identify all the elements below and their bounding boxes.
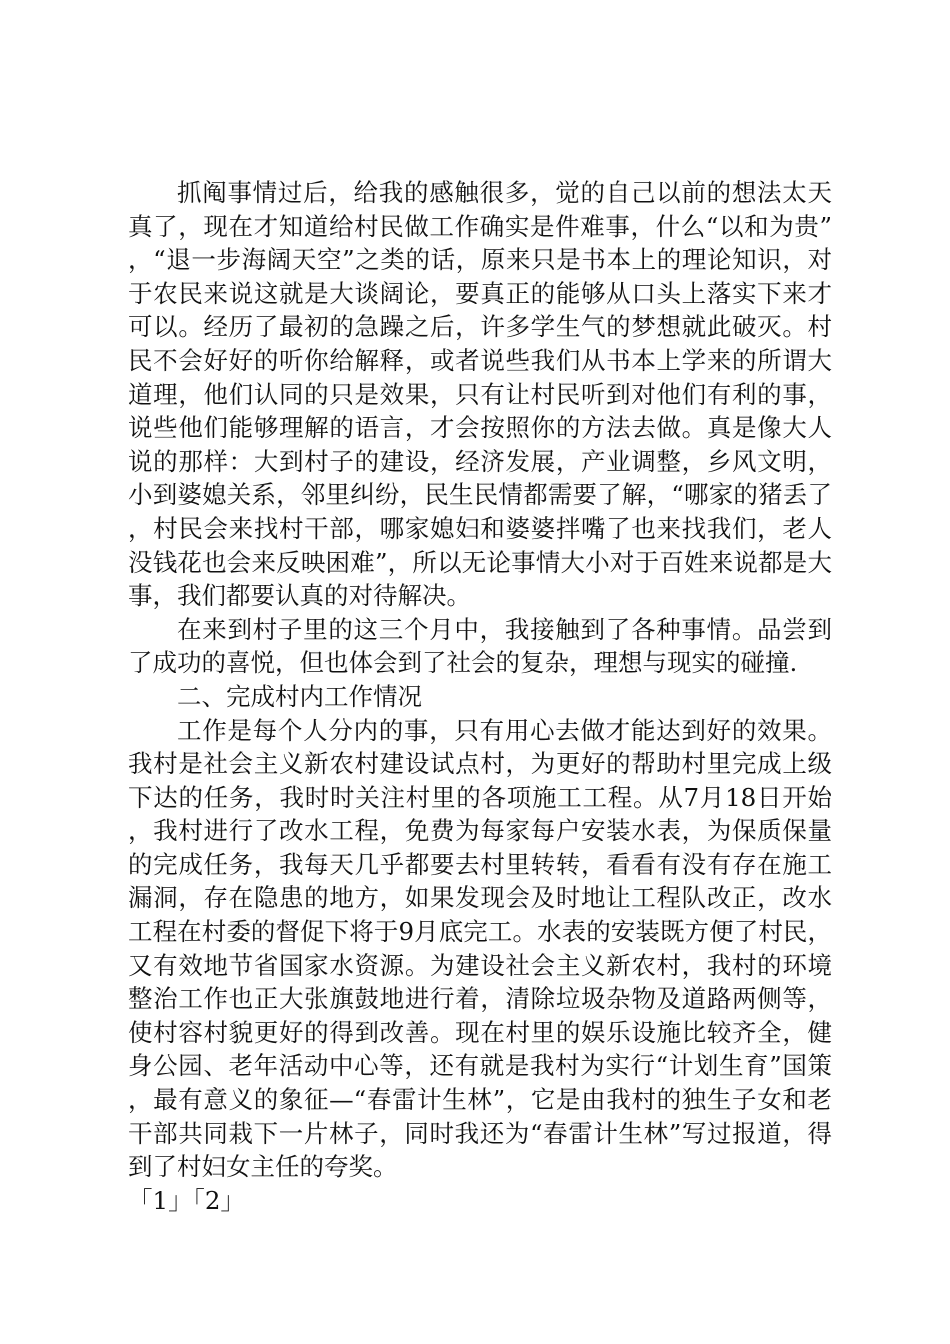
paragraph-2: 在来到村子里的这三个月中，我接触到了各种事情。品尝到了成功的喜悦，但也体会到了社会的复杂，理想与现实的碰撞. — [128, 614, 832, 678]
document-body — [128, 176, 832, 1217]
footnote-markers: 「1」「2」 — [128, 1185, 245, 1215]
section-heading: 二、完成村内工作情况 — [177, 681, 422, 711]
paragraph-1: 抓阄事情过后，给我的感触很多，觉的自己以前的想法太天真了，现在才知道给村民做工作确实是件难事，什么“以和为贵”，“退一步海阔天空”之类的话，原来只是书本上的理论知识，对于农民来说这就是大谈阔论，要真正的能够从口头上落实下来才可以。经历了最初的急躁之后，许多学生气的梦想就此破灭。村民不会好好的听你给解释，或者说些我们从书本上学来的所谓大道理，他们认同的只是效果，只有让村民听到对他们有利的事，说些他们能够理解的语言，才会按照你的方法去做。真是像大人说的那样：大到村子的建设，经济发展，产业调整，乡风文明，小到婆媳关系，邻里纠纷，民生民情都需要了解，“哪家的猪丢了，村民会来找村干部，哪家媳妇和婆婆拌嘴了也来找我们，老人没钱花也会来反映困难”，所以无论事情大小对于百姓来说都是大事，我们都要认真的对待解决。 — [128, 178, 832, 611]
paragraph-3: 工作是每个人分内的事，只有用心去做才能达到好的效果。我村是社会主义新农村建设试点村，为更好的帮助村里完成上级下达的任务，我时时关注村里的各项施工工程。从7月18日开始，我村进行了改水工程，免费为每家每户安装水表，为保质保量的完成任务，我每天几乎都要去村里转转，看看有没有存在施工漏洞，存在隐患的地方，如果发现会及时地让工程队改正，改水工程在村委的督促下将于9月底完工。水表的安装既方便了村民，又有效地节省国家水资源。为建设社会主义新农村，我村的环境整治工作也正大张旗鼓地进行着，清除垃圾杂物及道路两侧等，使村容村貌更好的得到改善。现在村里的娱乐设施比较齐全，健身公园、老年活动中心等，还有就是我村为实行“计划生育”国策，最有意义的象征—“春雷计生林”，它是由我村的独生子女和老干部共同栽下一片林子，同时我还为“春雷计生林”写过报道，得到了村妇女主任的夸奖。 — [128, 715, 832, 1182]
